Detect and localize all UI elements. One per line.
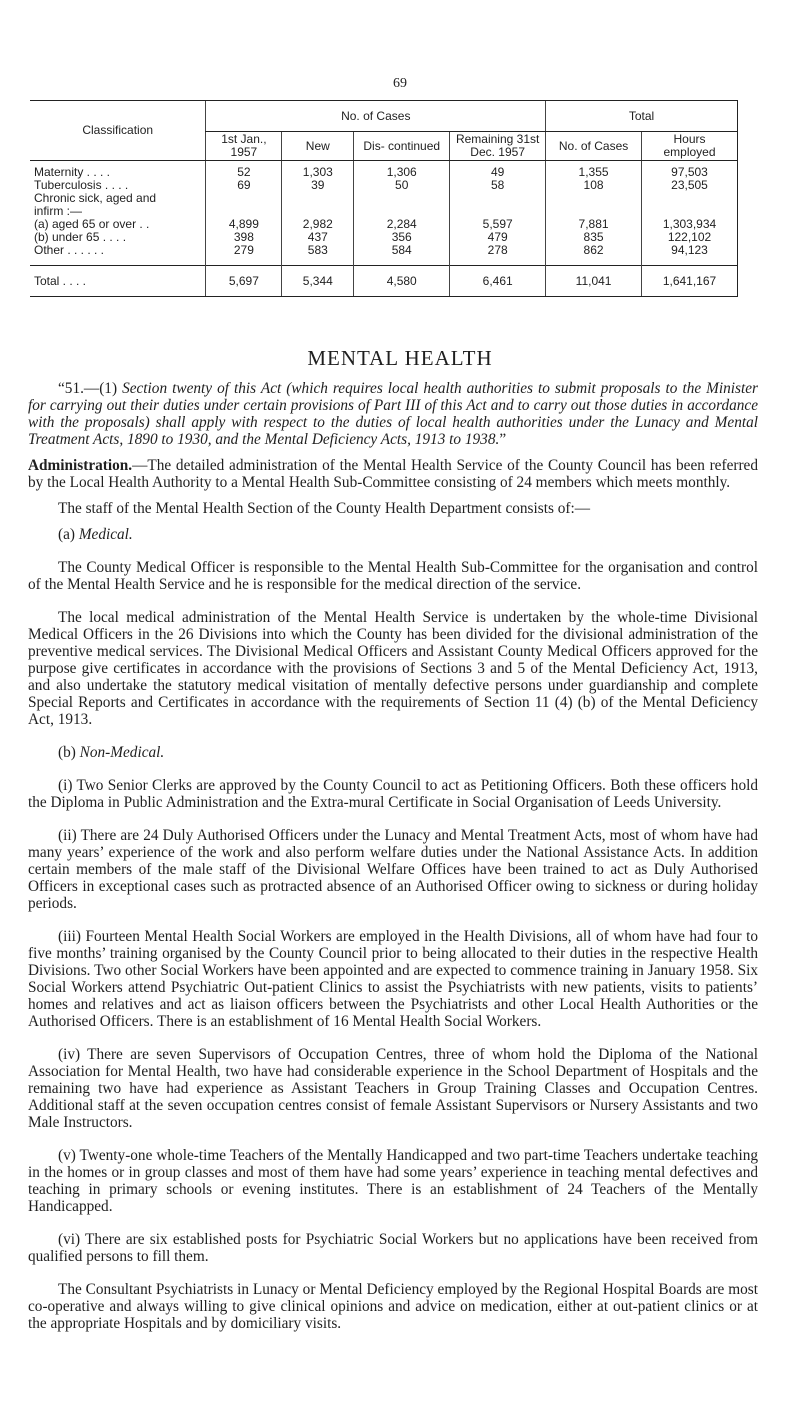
header-jan-1957: 1st Jan., 1957 bbox=[206, 132, 282, 161]
list-item: (ii) There are 24 Duly Authorised Officers under the Lunacy and Mental Treatment Acts, most of whom have had many years’ experience of the work and also perform welfare duties under the National Assistance Acts. In addition certain members of the male staff of the Divisional Welfare Offices have been trained to act as Duly Authorised Officers in exceptional cases such as protracted absence of an Authorised Officer owing to sickness or during holiday periods. bbox=[28, 827, 758, 912]
list-item: (i) Two Senior Clerks are approved by the County Council to act as Petitioning Officers. Both these officers hold the Diploma in Public Administration and the Extra-mural Certificate in Social Organisation of Leeds University. bbox=[28, 777, 758, 811]
cell-discontinued: 2,284 bbox=[354, 218, 450, 231]
cell-jan: 4,899 bbox=[206, 218, 282, 231]
cell-remaining: 49 bbox=[450, 161, 546, 180]
total-jan: 5,697 bbox=[206, 266, 282, 297]
cases-table bbox=[30, 100, 738, 297]
administration-paragraph bbox=[28, 457, 758, 491]
cell-cases: 1,355 bbox=[546, 161, 642, 180]
header-total: Total bbox=[546, 101, 738, 132]
table-row bbox=[30, 244, 738, 266]
cell-remaining: 479 bbox=[450, 231, 546, 244]
quote-close: ” bbox=[499, 431, 507, 448]
medical-paragraph-2: The local medical administration of the Mental Health Service is undertaken by the whole-time Divisional Medical Officers in the 26 Divisions into which the County has been divided for the divisional administration of the preventive medical services. The Divisional Medical Officers and Assistant County Medical Officers approved for the purpose give certificates in accordance with the provisions of Sections 3 and 5 of the Mental Deficiency Act, 1913, and also undertake the statutory medical visitation of mentally defective persons under guardianship and complete Special Reports and Certificates in accordance with the requirements of Section 11 (4) (b) of the Mental Deficiency Act, 1913. bbox=[28, 609, 758, 728]
table-row bbox=[30, 231, 738, 244]
cell-jan: 69 bbox=[206, 179, 282, 192]
total-new: 5,344 bbox=[282, 266, 354, 297]
cell-hours: 122,102 bbox=[642, 231, 738, 244]
page-number: 69 bbox=[393, 76, 407, 91]
cell-jan: 398 bbox=[206, 231, 282, 244]
cell-new: 39 bbox=[282, 179, 354, 192]
medical-label: Medical. bbox=[78, 526, 133, 543]
non-medical-label: Non-Medical. bbox=[79, 744, 165, 761]
table-row bbox=[30, 192, 738, 205]
list-item: (iii) Fourteen Mental Health Social Workers are employed in the Health Divisions, all of whom have had four to five months’ training organised by the County Council prior to being allocated to their duties in the respective Health Divisions. Two other Social Workers have been appointed and are expected to commence training in January 1958. Six Social Workers attend Psychiatric Out-patient Clinics to assist the Psychiatrists with new patients, visits to patients’ homes and relatives and act as liaison officers between the Psychiatrists and other Local Health Authorities or the Authorised Officers. There is an establishment of 16 Mental Health Social Workers. bbox=[28, 928, 758, 1030]
section-heading: MENTAL HEALTH bbox=[307, 346, 493, 370]
row-label: Other . . . . . . bbox=[34, 243, 105, 257]
cell-remaining: 278 bbox=[450, 244, 546, 266]
header-total-cases: No. of Cases bbox=[546, 132, 642, 161]
cell-jan: 279 bbox=[206, 244, 282, 266]
closing-paragraph: The Consultant Psychiatrists in Lunacy or Mental Deficiency employed by the Regional Hospital Boards are most co-operative and always willing to give clinical opinions and advice on medication, either at out-patient clinics or at the appropriate Hospitals and by domiciliary visits. bbox=[28, 1281, 758, 1332]
quote-body: Section twenty of this Act (which requires local health authorities to submit proposals to the Minister for carrying out their duties under certain provisions of Part III of this Act and to carry out those duties in accordance with the proposals) shall apply with respect to the duties of local health authorities under the Lunacy and Mental Treatment Acts, 1890 to 1930, and the Mental Deficiency Acts, 1913 to 1938. bbox=[28, 380, 758, 448]
row-label: (a) aged 65 or over . . bbox=[34, 217, 150, 231]
cell-new: 437 bbox=[282, 231, 354, 244]
statute-quote bbox=[28, 380, 758, 448]
cell-discontinued: 1,306 bbox=[354, 161, 450, 180]
total-remaining: 6,461 bbox=[450, 266, 546, 297]
cell-cases: 835 bbox=[546, 231, 642, 244]
administration-text: —The detailed administration of the Mental Health Service of the County Council has been referred by the Local Health Authority to a Mental Health Sub-Committee consisting of 24 members which meets monthly. bbox=[28, 457, 758, 491]
list-item: (v) Twenty-one whole-time Teachers of the Mentally Handicapped and two part-time Teachers undertake teaching in the homes or in group classes and most of them have had some years’ experience in teaching mental defectives and teaching in primary schools or evening institutes. There is an establishment of 24 Teachers of the Mentally Handicapped. bbox=[28, 1147, 758, 1215]
cell-new: 583 bbox=[282, 244, 354, 266]
header-discontinued: Dis- continued bbox=[354, 132, 450, 161]
cell-discontinued: 584 bbox=[354, 244, 450, 266]
cell-new: 2,982 bbox=[282, 218, 354, 231]
staff-intro: The staff of the Mental Health Section of the County Health Department consists of:— bbox=[58, 500, 591, 517]
total-cases: 11,041 bbox=[546, 266, 642, 297]
administration-title: Administration. bbox=[28, 457, 133, 474]
cell-hours: 97,503 bbox=[642, 161, 738, 180]
table-total-row bbox=[30, 266, 738, 297]
cell-discontinued: 356 bbox=[354, 231, 450, 244]
list-item: (vi) There are six established posts for Psychiatric Social Workers but no applications have been received from qualified persons to fill them. bbox=[28, 1231, 758, 1265]
row-label: infirm :— bbox=[34, 204, 82, 218]
row-label: Maternity . . . . bbox=[34, 165, 111, 179]
total-hours: 1,641,167 bbox=[642, 266, 738, 297]
table-row bbox=[30, 161, 738, 180]
header-new: New bbox=[282, 132, 354, 161]
body-text bbox=[28, 380, 758, 1332]
cell-new: 1,303 bbox=[282, 161, 354, 180]
cell-hours: 23,505 bbox=[642, 179, 738, 192]
medical-heading bbox=[28, 526, 758, 543]
header-classification: Classification bbox=[30, 101, 206, 161]
cell-hours: 1,303,934 bbox=[642, 218, 738, 231]
header-remaining: Remaining 31st Dec. 1957 bbox=[450, 132, 546, 161]
total-label: Total . . . . bbox=[30, 266, 206, 297]
cell-hours: 94,123 bbox=[642, 244, 738, 266]
cell-cases: 7,881 bbox=[546, 218, 642, 231]
cell-cases: 862 bbox=[546, 244, 642, 266]
row-label: (b) under 65 . . . . bbox=[34, 230, 127, 244]
cell-discontinued: 50 bbox=[354, 179, 450, 192]
cell-cases: 108 bbox=[546, 179, 642, 192]
medical-paragraph-1: The County Medical Officer is responsible to the Mental Health Sub-Committee for the organisation and control of the Mental Health Service and he is responsible for the medical direction of the service. bbox=[28, 559, 758, 593]
row-label: Chronic sick, aged and bbox=[34, 191, 157, 205]
medical-prefix: (a) bbox=[58, 526, 79, 543]
non-medical-prefix: (b) bbox=[58, 744, 80, 761]
row-label: Tuberculosis . . . . bbox=[34, 178, 129, 192]
total-discontinued: 4,580 bbox=[354, 266, 450, 297]
cell-remaining: 5,597 bbox=[450, 218, 546, 231]
header-no-of-cases: No. of Cases bbox=[206, 101, 546, 132]
quote-open: “51.—(1) bbox=[58, 380, 123, 397]
non-medical-heading bbox=[28, 744, 758, 761]
cell-jan: 52 bbox=[206, 161, 282, 180]
cell-remaining: 58 bbox=[450, 179, 546, 192]
list-item: (iv) There are seven Supervisors of Occupation Centres, three of whom hold the Diploma of the National Association for Mental Health, two have had considerable experience in the School Department of Hospitals and the remaining two have had experience as Assistant Teachers in Group Training Classes and Occupation Centres. Additional staff at the seven occupation centres consist of female Assistant Supervisors or Nursery Assistants and two Male Instructors. bbox=[28, 1046, 758, 1131]
table-row bbox=[30, 218, 738, 231]
header-hours-employed: Hours employed bbox=[642, 132, 738, 161]
